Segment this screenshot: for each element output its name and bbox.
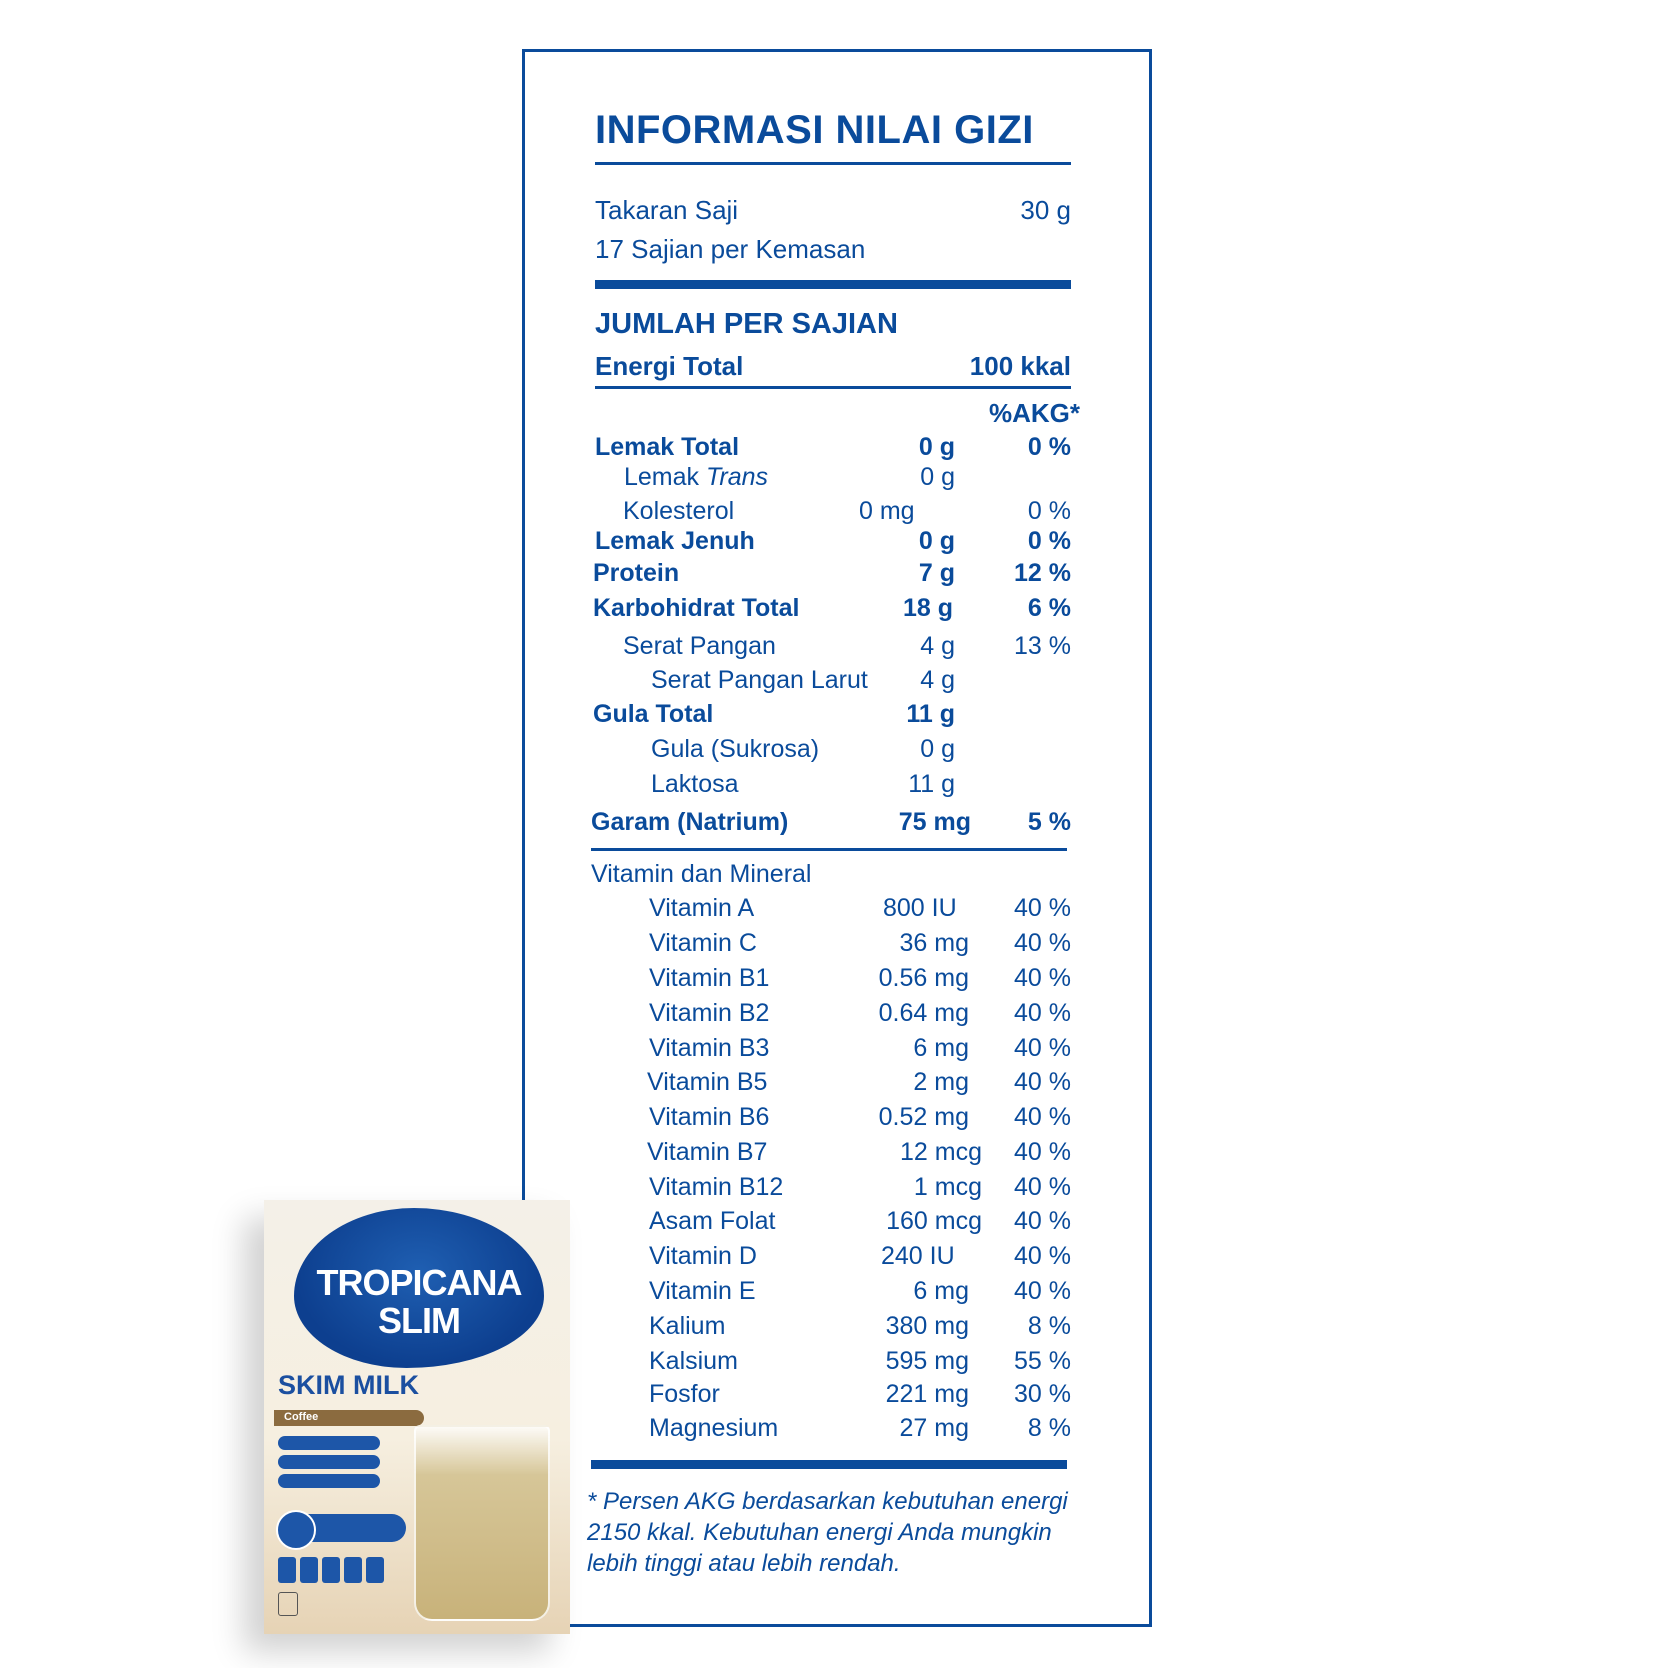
vitamin-name: Kalsium [649, 1347, 738, 1375]
energy-label: Energi Total [595, 351, 744, 381]
vitamin-name: Vitamin D [649, 1242, 757, 1270]
nutrient-amount: 0 g [918, 433, 955, 461]
vitamin-row [525, 1068, 1155, 1102]
nutrition-mini-box [366, 1557, 384, 1583]
nutrient-name: Serat Pangan [623, 632, 776, 660]
nutrient-row [525, 594, 1155, 628]
vitamin-row [525, 1207, 1155, 1241]
vitamin-percent: 40 % [1014, 1242, 1071, 1270]
vitamin-percent: 40 % [1014, 1277, 1071, 1305]
nutrition-mini-box [300, 1557, 318, 1583]
nutrition-mini-box [322, 1557, 340, 1583]
vitamin-amount: 2 mg [913, 1068, 969, 1096]
nutrient-row [525, 735, 1155, 769]
vitamin-row [525, 1347, 1155, 1381]
energy-value: 100 kkal [969, 351, 1071, 381]
nutrient-percent: 13 % [1014, 632, 1071, 660]
vitamin-name: Vitamin A [649, 894, 755, 922]
vitamin-amount: 0.56 mg [878, 964, 969, 992]
nutrient-name-prefix: Lemak [624, 463, 706, 491]
vitamin-amount: 0.52 mg [878, 1103, 969, 1131]
vitamin-percent: 40 % [1014, 1103, 1071, 1131]
nutrient-percent: 5 % [1027, 808, 1071, 836]
nutrient-amount: 0 g [920, 463, 955, 491]
vitamin-name: Vitamin B1 [649, 964, 770, 992]
thick-divider-top [595, 280, 1071, 289]
vitamin-amount: 36 mg [899, 929, 969, 957]
nutrient-row [525, 700, 1155, 734]
nutrient-amount: 11 g [906, 700, 955, 728]
vitamin-row [525, 1312, 1155, 1346]
halal-logo-icon [278, 1592, 298, 1616]
vitamin-percent: 40 % [1014, 999, 1071, 1027]
nutrient-name-italic: Trans [705, 463, 769, 491]
vitamins-heading: Vitamin dan Mineral [591, 860, 812, 888]
claim-pill [278, 1455, 380, 1469]
nutrient-amount: 4 g [920, 666, 955, 694]
vitamin-name: Fosfor [649, 1380, 720, 1408]
vitamin-amount: 0.64 mg [878, 999, 969, 1027]
nutrient-amount: 0 g [918, 527, 955, 555]
nutrient-amount: 75 mg [898, 808, 971, 836]
vitamin-amount: 6 mg [913, 1034, 969, 1062]
nutrient-row [525, 666, 1155, 700]
vitamin-row [525, 929, 1155, 963]
vitamin-row [525, 1103, 1155, 1137]
vitamin-name: Vitamin B3 [649, 1034, 770, 1062]
panel-title: INFORMASI NILAI GIZI [595, 108, 1034, 152]
nutrient-name: Karbohidrat Total [593, 594, 800, 622]
vitamin-amount: 12 mcg [900, 1138, 982, 1166]
vitamin-percent: 40 % [1014, 1034, 1071, 1062]
vitamin-amount: 595 mg [885, 1347, 969, 1375]
vitamins-divider [591, 848, 1067, 851]
vitamin-name: Vitamin C [649, 929, 757, 957]
nutrient-amount: 0 mg [859, 497, 915, 525]
vitamin-percent: 40 % [1014, 1207, 1071, 1235]
nutrient-amount: 0 g [920, 735, 955, 763]
thick-divider-bottom [591, 1460, 1067, 1469]
vitamin-row [525, 1034, 1155, 1068]
claim-pill [278, 1474, 380, 1488]
nutrient-percent: 0 % [1027, 433, 1071, 461]
vitamin-percent: 30 % [1014, 1380, 1071, 1408]
nutrient-row [525, 497, 1155, 531]
vitamin-row [525, 894, 1155, 928]
nutrient-row [525, 770, 1155, 804]
nutrient-row [525, 559, 1155, 593]
vitamin-row [525, 1242, 1155, 1276]
nutrient-name: Garam (Natrium) [591, 808, 789, 836]
vitamin-amount: 240 IU [881, 1242, 955, 1270]
nutrient-percent: 0 % [1027, 497, 1071, 525]
vitamin-row [525, 1380, 1155, 1414]
vitamin-amount: 380 mg [885, 1312, 969, 1340]
nutrient-percent: 0 % [1027, 527, 1071, 555]
nutrient-amount: 7 g [918, 559, 955, 587]
vitamin-row [525, 1138, 1155, 1172]
nutrient-name: Gula Total [593, 700, 714, 728]
akg-header: %AKG* [989, 398, 1081, 428]
vitamin-percent: 40 % [1014, 1173, 1071, 1201]
nutrition-facts-panel [522, 49, 1152, 1627]
nutrient-name: Gula (Sukrosa) [651, 735, 820, 763]
servings-per-pack: 17 Sajian per Kemasan [595, 234, 866, 264]
nutrient-row [525, 463, 1155, 497]
akg-footnote: * Persen AKG berdasarkan kebutuhan energi 2150 kkal. Kebutuhan energi Anda mungkin lebih tinggi atau lebih rendah. [587, 1488, 1068, 1577]
vitamin-amount: 1 mcg [913, 1173, 982, 1201]
nutrient-name [624, 463, 768, 492]
vitamin-percent: 8 % [1027, 1414, 1071, 1442]
vitamin-name: Vitamin B2 [649, 999, 770, 1027]
vitamin-row [525, 1414, 1155, 1448]
brand-name-line2: SLIM [378, 1300, 460, 1341]
brand-name-line1: TROPICANA [316, 1262, 522, 1303]
vitamin-row [525, 964, 1155, 998]
fiber-badge-icon [276, 1510, 316, 1550]
claim-pill [278, 1436, 380, 1450]
vitamin-percent: 40 % [1014, 1068, 1071, 1096]
product-flavor: Coffee [284, 1411, 319, 1423]
nutrient-percent: 12 % [1014, 559, 1071, 587]
nutrient-row [525, 632, 1155, 666]
vitamin-percent: 40 % [1014, 894, 1071, 922]
product-name: SKIM MILK [278, 1370, 419, 1400]
vitamin-amount: 800 IU [883, 894, 957, 922]
vitamin-row [525, 999, 1155, 1033]
vitamin-amount: 27 mg [899, 1414, 969, 1442]
vitamin-name: Vitamin B7 [647, 1138, 768, 1166]
vitamin-name: Vitamin B12 [649, 1173, 784, 1201]
nutrient-row [525, 433, 1155, 467]
serving-size-value: 30 g [1020, 195, 1071, 225]
vitamin-row [525, 1277, 1155, 1311]
product-package-image [264, 1200, 570, 1634]
vitamin-percent: 55 % [1014, 1347, 1071, 1375]
nutrient-percent: 6 % [1027, 594, 1071, 622]
vitamin-row [525, 1173, 1155, 1207]
nutrient-amount: 11 g [908, 770, 955, 798]
vitamin-name: Vitamin E [649, 1277, 756, 1305]
vitamin-percent: 40 % [1014, 964, 1071, 992]
vitamin-amount: 221 mg [885, 1380, 969, 1408]
amount-per-serving-heading: JUMLAH PER SAJIAN [595, 308, 898, 340]
vitamin-name: Kalium [649, 1312, 726, 1340]
nutrient-row [525, 808, 1155, 842]
serving-size-label: Takaran Saji [595, 195, 739, 225]
glass-of-coffee-milk [414, 1425, 550, 1621]
vitamin-amount: 160 mcg [886, 1207, 982, 1235]
nutrient-name: Laktosa [651, 770, 739, 798]
nutrition-mini-box [344, 1557, 362, 1583]
vitamin-percent: 40 % [1014, 1138, 1071, 1166]
vitamin-amount: 6 mg [913, 1277, 969, 1305]
title-divider [595, 162, 1071, 165]
nutrient-amount: 4 g [920, 632, 955, 660]
vitamin-name: Magnesium [649, 1414, 779, 1442]
nutrient-name: Protein [593, 559, 680, 587]
energy-divider [595, 386, 1071, 389]
nutrient-row [525, 527, 1155, 561]
nutrient-name: Lemak Total [595, 433, 740, 461]
nutrient-amount: 18 g [902, 594, 953, 622]
vitamin-name: Vitamin B5 [647, 1068, 768, 1096]
vitamin-name: Asam Folat [649, 1207, 776, 1235]
vitamin-name: Vitamin B6 [649, 1103, 770, 1131]
nutrient-name: Lemak Jenuh [595, 527, 755, 555]
nutrient-name: Serat Pangan Larut [651, 666, 868, 694]
nutrition-mini-box [278, 1557, 296, 1583]
vitamin-percent: 40 % [1014, 929, 1071, 957]
vitamin-percent: 8 % [1027, 1312, 1071, 1340]
nutrient-name: Kolesterol [623, 497, 735, 525]
